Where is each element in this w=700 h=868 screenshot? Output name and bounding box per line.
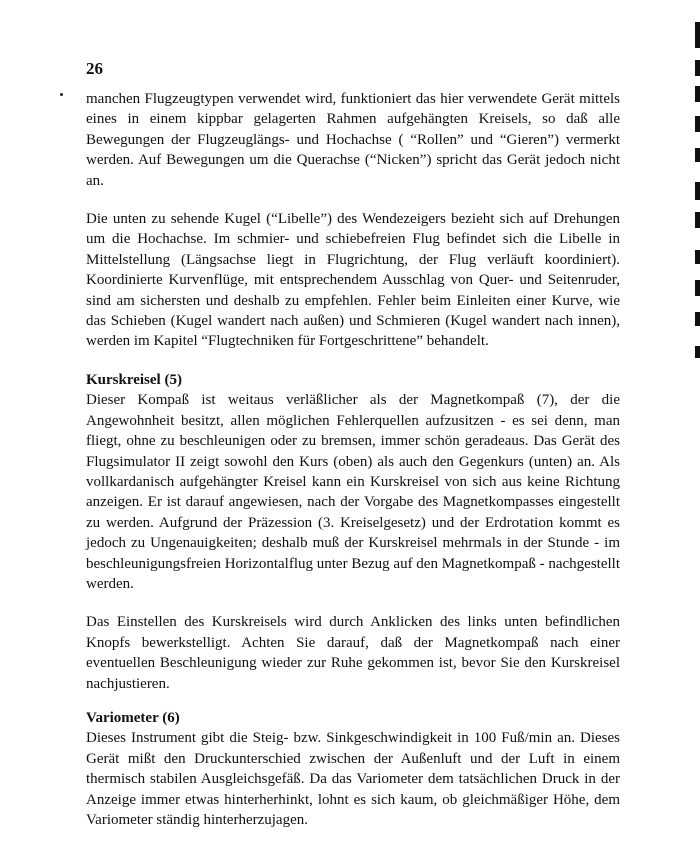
scan-edge-mark: [695, 212, 700, 228]
body-paragraph: Das Einstellen des Kurskreisels wird durch Anklicken des links unten befindlichen Knopfs bewerkstelligt. Achten Sie darauf, daß der Magnetkompaß nach einer eventuellen Beschleunigung wieder zur Ruhe gekommen ist, bevor Sie den Kurskreisel nachjustieren.: [86, 614, 620, 692]
page-body: [86, 89, 620, 848]
body-paragraph: manchen Flugzeugtypen verwendet wird, funktioniert das hier verwendete Gerät mittels eines in einem kippbar gelagerten Rahmen aufgehängten Kreisels, so daß alle Bewegungen der Flugzeuglängs- und Hochachse ( “Rollen” und “Gieren”) vermerkt werden. Auf Bewegungen um die Querachse (“Nicken”) spricht das Gerät jedoch nicht an.: [86, 91, 620, 189]
section-heading: Variometer (6): [86, 709, 180, 726]
scan-edge-mark: [695, 22, 700, 48]
body-paragraph: Dieser Kompaß ist weitaus verläßlicher als der Magnetkompaß (7), der die Angewohnheit besitzt, allen möglichen Fehlerquellen aufzusitzen - es sei denn, man fliegt, ohne zu beschleunigen oder zu bremsen, immer schön geradeaus. Das Gerät des Flugsimulator II zeigt sowohl den Kurs (oben) als auch den Gegenkurs (unten) an. Als vollkardanisch aufgehängter Kreisel kann ein Kurskreisel von sich aus keine Richtung anzeigen. Er ist darauf angewiesen, nach der Vorgabe des Magnetkompasses eingestellt zu werden. Aufgrund der Präzession (3. Kreiselgesetz) und der Erdrotation kommt es jedoch zu Ungenauigkeiten; deshalb muß der Kurskreisel mehrmals in der Stunde - im beschleunigungsfreien Horizontalflug unter Bezug auf den Magnetkompaß - nachgestellt werden.: [86, 392, 620, 592]
scan-edge-mark: [695, 280, 700, 296]
scan-edge-mark: [695, 148, 700, 162]
page-number: 26: [86, 59, 103, 78]
scan-edge-mark: [695, 60, 700, 76]
scan-edge-mark: [695, 346, 700, 358]
scan-edge-mark: [695, 312, 700, 326]
scan-edge-mark: [695, 182, 700, 200]
body-paragraph: Dieses Instrument gibt die Steig- bzw. Sinkgeschwindigkeit in 100 Fuß/min an. Dieses Gerät mißt den Druckunterschied zwischen der Außenluft und der Luft in einem thermisch stabilen Ausgleichsgefäß. Da das Variometer dem tatsächlichen Druck in der Anzeige immer etwas hinterherhinkt, lohnt es sich kaum, ob gleichmäßiger Höhe, dem Variometer ständig hinterherzujagen.: [86, 730, 620, 828]
section-heading: Kurskreisel (5): [86, 371, 182, 388]
body-paragraph: Die unten zu sehende Kugel (“Libelle”) des Wendezeigers bezieht sich auf Drehungen um die Hochachse. Im schmier- und schiebefreien Flug befindet sich die Libelle in Mittelstellung (Längsachse liegt in Flugrichtung, der Flug verläuft koordiniert). Koordinierte Kurvenflüge, mit entsprechendem Ausschlag von Quer- und Seitenruder, sind am sichersten und deshalb zu empfehlen. Fehler beim Einleiten einer Kurve, wie das Schieben (Kugel wandert nach außen) und Schmieren (Kugel wandert nach innen), werden im Kapitel “Flugtechniken für Fortgeschrittene” behandelt.: [86, 211, 620, 350]
scan-edge-mark: [695, 250, 700, 264]
scan-edge-mark: [695, 116, 700, 132]
scan-edge-mark: [695, 86, 700, 102]
scan-speck: [60, 93, 63, 96]
scan-edge-marks: [694, 0, 700, 868]
